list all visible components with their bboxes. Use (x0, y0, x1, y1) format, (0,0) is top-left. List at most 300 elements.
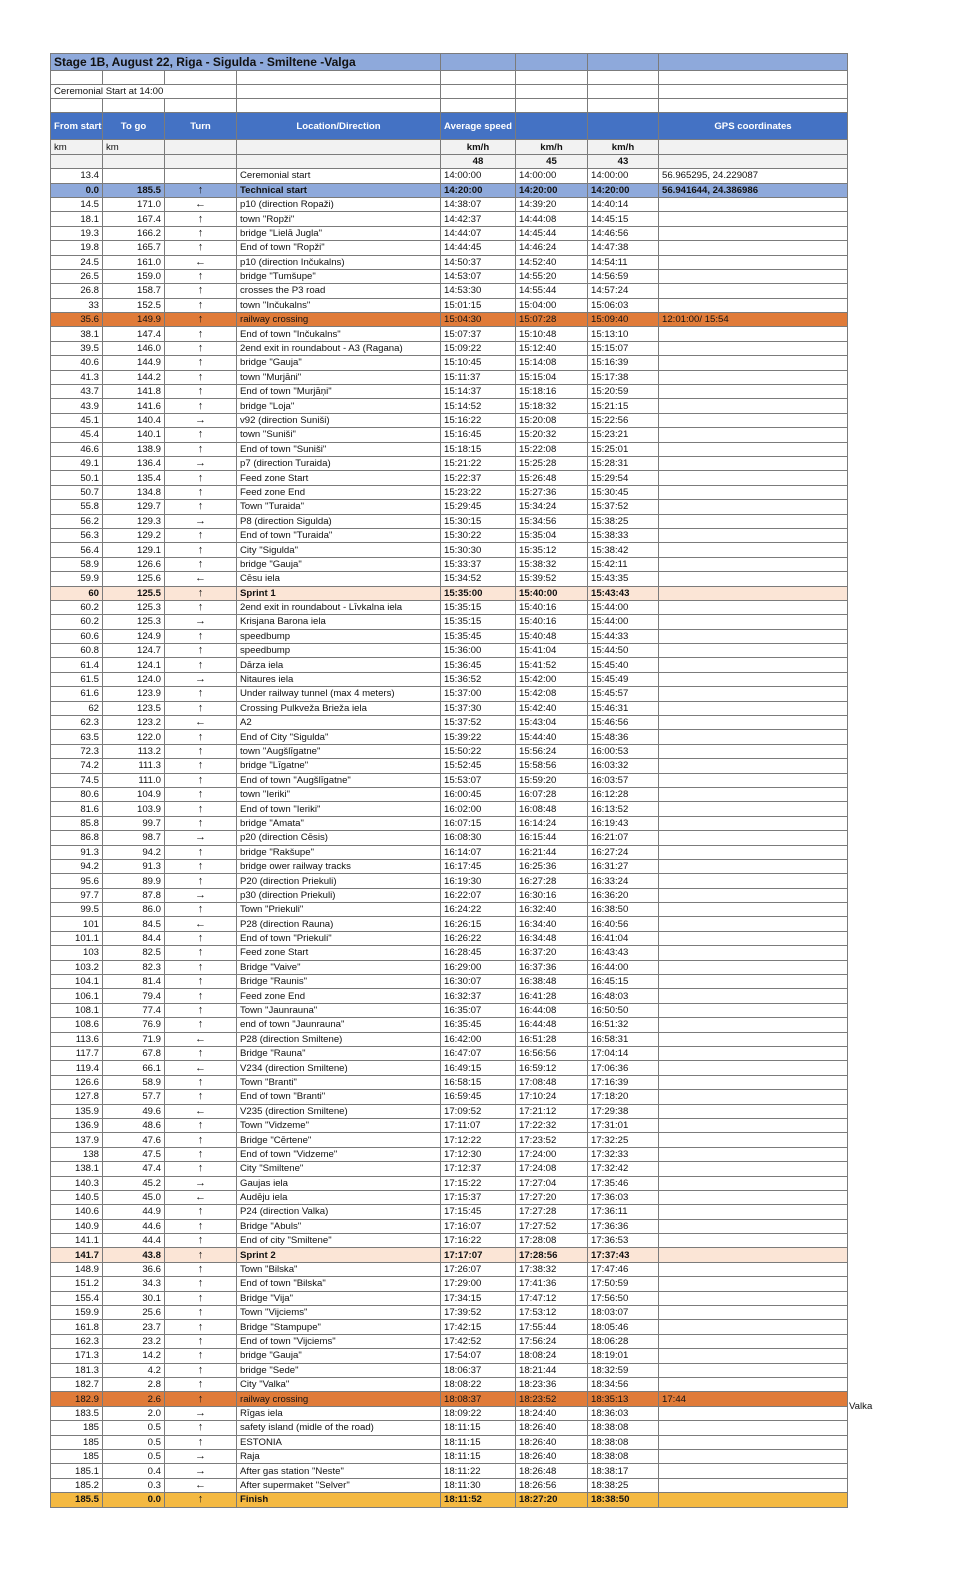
row-time-3: 16:40:56 (588, 917, 659, 931)
table-row (51, 1090, 848, 1104)
row-to-go: 98.7 (103, 831, 165, 845)
row-to-go: 0.5 (103, 1435, 165, 1449)
table-row (51, 1075, 848, 1089)
row-from-start: 61.4 (51, 658, 103, 672)
row-from-start: 14.5 (51, 197, 103, 211)
row-to-go: 141.6 (103, 399, 165, 413)
table-row (51, 528, 848, 542)
row-time-3: 17:32:42 (588, 1162, 659, 1176)
row-turn-arrow: ↑ (165, 485, 237, 499)
row-gps (659, 1219, 848, 1233)
row-time-3: 18:38:08 (588, 1421, 659, 1435)
row-to-go: 81.4 (103, 975, 165, 989)
row-turn-arrow: ← (165, 255, 237, 269)
row-to-go: 129.2 (103, 528, 165, 542)
row-time-3: 15:38:33 (588, 528, 659, 542)
row-to-go: 147.4 (103, 327, 165, 341)
row-location: Cēsu iela (237, 572, 441, 586)
row-time-2: 14:00:00 (516, 169, 588, 183)
row-to-go: 48.6 (103, 1118, 165, 1132)
table-row (51, 1262, 848, 1276)
row-gps (659, 1018, 848, 1032)
row-time-3: 15:46:56 (588, 716, 659, 730)
row-to-go: 159.0 (103, 269, 165, 283)
row-turn-arrow: ↑ (165, 787, 237, 801)
row-location: town "Augšlīgatne" (237, 744, 441, 758)
table-row (51, 874, 848, 888)
row-gps (659, 701, 848, 715)
row-gps (659, 903, 848, 917)
row-time-2: 15:26:48 (516, 471, 588, 485)
row-turn-arrow: ↑ (165, 471, 237, 485)
route-table (50, 53, 848, 1508)
row-time-1: 15:35:00 (441, 586, 516, 600)
row-time-2: 16:37:20 (516, 946, 588, 960)
row-to-go: 71.9 (103, 1032, 165, 1046)
row-gps (659, 672, 848, 686)
row-time-1: 16:30:07 (441, 975, 516, 989)
row-gps (659, 1363, 848, 1377)
row-location: Feed zone Start (237, 471, 441, 485)
table-row (51, 787, 848, 801)
row-time-1: 18:11:15 (441, 1421, 516, 1435)
row-time-3: 18:38:08 (588, 1435, 659, 1449)
row-turn-arrow: ↑ (165, 356, 237, 370)
row-time-1: 17:17:07 (441, 1248, 516, 1262)
table-row (51, 1349, 848, 1363)
table-row (51, 413, 848, 427)
row-to-go: 34.3 (103, 1277, 165, 1291)
table-row (51, 759, 848, 773)
row-location: Rīgas iela (237, 1406, 441, 1420)
row-location: P20 (direction Priekuli) (237, 874, 441, 888)
row-time-1: 15:35:15 (441, 600, 516, 614)
row-time-3: 15:13:10 (588, 327, 659, 341)
row-time-2: 15:18:16 (516, 385, 588, 399)
row-gps (659, 787, 848, 801)
row-time-2: 18:26:40 (516, 1421, 588, 1435)
row-time-1: 17:39:52 (441, 1306, 516, 1320)
row-gps (659, 1104, 848, 1118)
table-row (51, 1162, 848, 1176)
row-from-start: 151.2 (51, 1277, 103, 1291)
row-turn-arrow: ↑ (165, 428, 237, 442)
row-time-3: 17:36:03 (588, 1190, 659, 1204)
row-time-2: 16:34:40 (516, 917, 588, 931)
row-location: crosses the P3 road (237, 284, 441, 298)
row-time-3: 15:48:36 (588, 730, 659, 744)
row-time-1: 17:16:07 (441, 1219, 516, 1233)
row-time-1: 15:36:52 (441, 672, 516, 686)
row-from-start: 81.6 (51, 802, 103, 816)
row-turn-arrow: ← (165, 1104, 237, 1118)
row-gps (659, 456, 848, 470)
row-time-2: 17:27:52 (516, 1219, 588, 1233)
row-from-start: 140.9 (51, 1219, 103, 1233)
row-gps (659, 284, 848, 298)
table-row (51, 701, 848, 715)
row-location: End of town "Murjāņi" (237, 385, 441, 399)
row-location: end of town "Jaunrauna" (237, 1018, 441, 1032)
row-gps (659, 1291, 848, 1305)
row-to-go: 94.2 (103, 845, 165, 859)
row-time-1: 17:42:52 (441, 1334, 516, 1348)
row-to-go: 103.9 (103, 802, 165, 816)
row-gps (659, 586, 848, 600)
row-time-3: 14:57:24 (588, 284, 659, 298)
table-row (51, 169, 848, 183)
table-row (51, 831, 848, 845)
row-time-3: 18:38:17 (588, 1464, 659, 1478)
row-time-1: 14:38:07 (441, 197, 516, 211)
row-time-2: 15:43:04 (516, 716, 588, 730)
row-location: Bridge "Raunis" (237, 975, 441, 989)
row-time-1: 16:14:07 (441, 845, 516, 859)
table-row (51, 931, 848, 945)
row-location: safety island (midle of the road) (237, 1421, 441, 1435)
row-gps (659, 212, 848, 226)
row-time-1: 18:11:30 (441, 1478, 516, 1492)
row-from-start: 99.5 (51, 903, 103, 917)
row-time-2: 17:38:32 (516, 1262, 588, 1276)
row-time-3: 14:00:00 (588, 169, 659, 183)
row-time-1: 14:53:07 (441, 269, 516, 283)
row-from-start: 181.3 (51, 1363, 103, 1377)
row-to-go: 165.7 (103, 241, 165, 255)
table-row (51, 1003, 848, 1017)
table-row (51, 212, 848, 226)
row-turn-arrow: ↑ (165, 802, 237, 816)
row-time-3: 15:20:59 (588, 385, 659, 399)
row-time-3: 16:12:28 (588, 787, 659, 801)
row-gps (659, 557, 848, 571)
row-turn-arrow: → (165, 672, 237, 686)
row-to-go: 49.6 (103, 1104, 165, 1118)
row-from-start: 58.9 (51, 557, 103, 571)
row-time-1: 15:18:15 (441, 442, 516, 456)
table-row (51, 1147, 848, 1161)
row-time-1: 16:17:45 (441, 859, 516, 873)
row-location: bridge "Tumšupe" (237, 269, 441, 283)
row-location: P28 (direction Smiltene) (237, 1032, 441, 1046)
table-row (51, 1478, 848, 1492)
row-time-2: 15:10:48 (516, 327, 588, 341)
row-time-1: 18:08:37 (441, 1392, 516, 1406)
row-time-1: 16:24:22 (441, 903, 516, 917)
row-turn-arrow: ↑ (165, 1493, 237, 1507)
row-gps (659, 931, 848, 945)
row-time-2: 16:15:44 (516, 831, 588, 845)
row-time-3: 17:32:25 (588, 1133, 659, 1147)
row-time-1: 14:50:37 (441, 255, 516, 269)
row-location: town "Suniši" (237, 428, 441, 442)
row-time-2: 17:24:00 (516, 1147, 588, 1161)
row-from-start: 19.8 (51, 241, 103, 255)
table-row (51, 644, 848, 658)
row-gps (659, 1377, 848, 1391)
row-time-1: 15:36:00 (441, 644, 516, 658)
row-from-start: 97.7 (51, 888, 103, 902)
row-time-1: 16:59:45 (441, 1090, 516, 1104)
row-gps (659, 1133, 848, 1147)
row-time-3: 15:29:54 (588, 471, 659, 485)
row-turn-arrow: ← (165, 197, 237, 211)
row-gps (659, 888, 848, 902)
row-turn-arrow: ↑ (165, 1306, 237, 1320)
row-time-3: 14:20:00 (588, 183, 659, 197)
row-gps: 56.941644, 24.386986 (659, 183, 848, 197)
row-to-go: 138.9 (103, 442, 165, 456)
table-row (51, 816, 848, 830)
row-time-2: 16:08:48 (516, 802, 588, 816)
row-time-2: 14:55:44 (516, 284, 588, 298)
row-time-1: 15:52:45 (441, 759, 516, 773)
row-time-3: 15:30:45 (588, 485, 659, 499)
speeds-row (51, 154, 848, 168)
row-to-go: 77.4 (103, 1003, 165, 1017)
row-turn-arrow: ↑ (165, 701, 237, 715)
row-location: town "Inčukalns" (237, 298, 441, 312)
row-from-start: 74.2 (51, 759, 103, 773)
row-to-go: 76.9 (103, 1018, 165, 1032)
table-row (51, 485, 848, 499)
unit-speed-1: km/h (441, 140, 516, 154)
row-to-go: 44.9 (103, 1205, 165, 1219)
row-from-start: 171.3 (51, 1349, 103, 1363)
row-from-start: 104.1 (51, 975, 103, 989)
row-from-start: 61.6 (51, 687, 103, 701)
row-gps (659, 1118, 848, 1132)
table-row (51, 1176, 848, 1190)
row-time-1: 15:14:37 (441, 385, 516, 399)
row-location: Bridge "Vaive" (237, 960, 441, 974)
row-gps (659, 428, 848, 442)
row-time-3: 18:36:03 (588, 1406, 659, 1420)
title-row (51, 54, 848, 71)
row-time-3: 16:00:53 (588, 744, 659, 758)
row-to-go: 36.6 (103, 1262, 165, 1276)
row-turn-arrow: ↑ (165, 543, 237, 557)
row-to-go: 89.9 (103, 874, 165, 888)
row-location: Under railway tunnel (max 4 meters) (237, 687, 441, 701)
row-time-2: 17:10:24 (516, 1090, 588, 1104)
row-time-1: 18:08:22 (441, 1377, 516, 1391)
row-time-2: 17:24:08 (516, 1162, 588, 1176)
row-gps (659, 327, 848, 341)
row-location: Gaujas iela (237, 1176, 441, 1190)
row-location: Town "Jaunrauna" (237, 1003, 441, 1017)
row-time-3: 18:06:28 (588, 1334, 659, 1348)
row-location: Finish (237, 1493, 441, 1507)
row-time-1: 15:04:30 (441, 313, 516, 327)
row-gps (659, 600, 848, 614)
unit-from-start: km (51, 140, 103, 154)
table-row (51, 730, 848, 744)
row-gps (659, 802, 848, 816)
row-time-1: 14:44:07 (441, 226, 516, 240)
row-time-2: 16:38:48 (516, 975, 588, 989)
row-location: Dārza iela (237, 658, 441, 672)
row-from-start: 56.4 (51, 543, 103, 557)
row-to-go: 4.2 (103, 1363, 165, 1377)
row-location: Town "Priekuli" (237, 903, 441, 917)
row-time-1: 17:16:22 (441, 1234, 516, 1248)
row-location: bridge "Lielā Jugla" (237, 226, 441, 240)
row-time-1: 16:07:15 (441, 816, 516, 830)
row-to-go: 125.3 (103, 600, 165, 614)
header-row (51, 113, 848, 140)
row-from-start: 185 (51, 1449, 103, 1463)
table-row (51, 356, 848, 370)
row-to-go: 87.8 (103, 888, 165, 902)
row-from-start: 49.1 (51, 456, 103, 470)
row-turn-arrow: → (165, 888, 237, 902)
table-row (51, 1219, 848, 1233)
row-to-go: 125.6 (103, 572, 165, 586)
row-to-go: 135.4 (103, 471, 165, 485)
row-time-3: 16:27:24 (588, 845, 659, 859)
row-time-1: 16:32:37 (441, 989, 516, 1003)
row-from-start: 148.9 (51, 1262, 103, 1276)
table-row (51, 500, 848, 514)
row-location: P24 (direction Valka) (237, 1205, 441, 1219)
row-to-go: 91.3 (103, 859, 165, 873)
row-time-1: 15:30:15 (441, 514, 516, 528)
table-row (51, 298, 848, 312)
row-to-go: 141.8 (103, 385, 165, 399)
row-from-start: 40.6 (51, 356, 103, 370)
row-turn-arrow: ↑ (165, 1018, 237, 1032)
row-time-1: 15:35:15 (441, 615, 516, 629)
table-row (51, 1248, 848, 1262)
row-to-go: 47.5 (103, 1147, 165, 1161)
table-row (51, 658, 848, 672)
table-row (51, 1493, 848, 1507)
row-turn-arrow: ↑ (165, 658, 237, 672)
row-from-start: 185.1 (51, 1464, 103, 1478)
row-to-go: 144.2 (103, 370, 165, 384)
row-time-2: 18:23:36 (516, 1377, 588, 1391)
row-time-2: 16:44:48 (516, 1018, 588, 1032)
row-location: Technical start (237, 183, 441, 197)
row-turn-arrow: ↑ (165, 442, 237, 456)
row-time-3: 18:38:50 (588, 1493, 659, 1507)
row-time-2: 18:08:24 (516, 1349, 588, 1363)
row-time-1: 15:37:00 (441, 687, 516, 701)
table-row (51, 989, 848, 1003)
row-location: End of city "Smiltene" (237, 1234, 441, 1248)
row-location: End of town "Ropži" (237, 241, 441, 255)
row-from-start: 60.6 (51, 629, 103, 643)
row-from-start: 60.2 (51, 600, 103, 614)
row-time-2: 14:20:00 (516, 183, 588, 197)
row-gps (659, 1406, 848, 1420)
row-to-go: 123.5 (103, 701, 165, 715)
row-gps (659, 1003, 848, 1017)
row-time-3: 15:38:25 (588, 514, 659, 528)
table-row (51, 1277, 848, 1291)
row-to-go: 30.1 (103, 1291, 165, 1305)
row-turn-arrow: ↑ (165, 744, 237, 758)
row-gps (659, 816, 848, 830)
table-row (51, 1406, 848, 1420)
row-time-2: 17:27:20 (516, 1190, 588, 1204)
ceremonial-note: Ceremonial Start at 14:00 (51, 85, 237, 99)
table-row (51, 313, 848, 327)
unit-to-go: km (103, 140, 165, 154)
row-to-go: 44.6 (103, 1219, 165, 1233)
row-location: Town "Branti" (237, 1075, 441, 1089)
row-gps (659, 1075, 848, 1089)
table-row (51, 1449, 848, 1463)
row-time-2: 15:40:16 (516, 615, 588, 629)
row-to-go: 167.4 (103, 212, 165, 226)
header-location: Location/Direction (237, 113, 441, 140)
row-time-3: 17:35:46 (588, 1176, 659, 1190)
row-time-1: 15:01:15 (441, 298, 516, 312)
row-from-start: 86.8 (51, 831, 103, 845)
row-turn-arrow: → (165, 1464, 237, 1478)
row-to-go: 123.2 (103, 716, 165, 730)
table-row (51, 960, 848, 974)
row-location: railway crossing (237, 313, 441, 327)
row-time-3: 14:47:38 (588, 241, 659, 255)
row-from-start: 60.8 (51, 644, 103, 658)
row-turn-arrow: ↑ (165, 1291, 237, 1305)
row-location: bridge ower railway tracks (237, 859, 441, 873)
row-to-go: 0.4 (103, 1464, 165, 1478)
row-location: Nitaures iela (237, 672, 441, 686)
row-from-start: 183.5 (51, 1406, 103, 1420)
row-gps (659, 485, 848, 499)
row-from-start: 26.5 (51, 269, 103, 283)
row-turn-arrow: ↑ (165, 859, 237, 873)
row-time-3: 15:43:43 (588, 586, 659, 600)
row-gps (659, 1464, 848, 1478)
row-turn-arrow: ↑ (165, 500, 237, 514)
row-to-go: 152.5 (103, 298, 165, 312)
row-location: 2end exit in roundabout - Līvkalna iela (237, 600, 441, 614)
row-gps (659, 1032, 848, 1046)
row-time-2: 15:38:32 (516, 557, 588, 571)
row-gps (659, 341, 848, 355)
row-time-1: 15:30:30 (441, 543, 516, 557)
row-gps (659, 946, 848, 960)
row-time-2: 17:28:56 (516, 1248, 588, 1262)
row-from-start: 46.6 (51, 442, 103, 456)
row-location: Krisjana Barona iela (237, 615, 441, 629)
row-from-start: 185.5 (51, 1493, 103, 1507)
row-to-go: 161.0 (103, 255, 165, 269)
table-row (51, 716, 848, 730)
row-turn-arrow: ↑ (165, 183, 237, 197)
row-time-1: 16:58:15 (441, 1075, 516, 1089)
row-time-1: 18:09:22 (441, 1406, 516, 1420)
table-row (51, 845, 848, 859)
row-time-2: 16:51:28 (516, 1032, 588, 1046)
row-time-3: 17:56:50 (588, 1291, 659, 1305)
row-gps (659, 543, 848, 557)
row-turn-arrow: → (165, 615, 237, 629)
row-gps (659, 1190, 848, 1204)
row-turn-arrow: → (165, 1176, 237, 1190)
row-time-3: 17:50:59 (588, 1277, 659, 1291)
row-location: p7 (direction Turaida) (237, 456, 441, 470)
row-turn-arrow (165, 169, 237, 183)
row-time-2: 15:40:16 (516, 600, 588, 614)
row-gps (659, 831, 848, 845)
row-from-start: 35.6 (51, 313, 103, 327)
